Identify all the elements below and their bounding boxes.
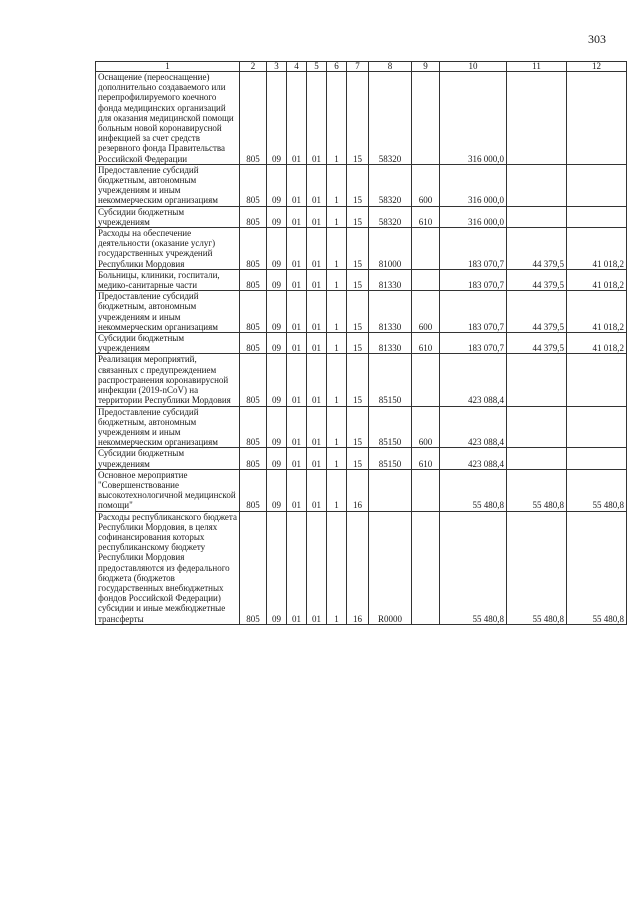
table-row [96,72,627,165]
code-event: 15 [347,269,369,290]
code-subprogram: 1 [327,72,347,165]
code-direction [369,469,412,511]
amount-col12 [567,164,627,206]
code-expense-type [412,469,440,511]
code-event: 15 [347,354,369,406]
col-header: 5 [307,62,327,72]
table-row [96,269,627,290]
code-subprogram: 1 [327,354,347,406]
code-section: 09 [267,333,287,354]
code-direction: 81330 [369,333,412,354]
amount-col11: 55 480,8 [507,511,567,624]
code-section: 09 [267,291,287,333]
code-ministry: 805 [240,333,267,354]
code-program: 01 [307,333,327,354]
table-row [96,469,627,511]
code-subprogram: 1 [327,406,347,448]
code-ministry: 805 [240,206,267,227]
row-description: Предоставление субсидий бюджетным, автономным учреждениям и иным некоммерческим организациям [96,164,240,206]
col-header: 4 [287,62,307,72]
code-subsection: 01 [287,333,307,354]
amount-col12: 41 018,2 [567,269,627,290]
budget-table [95,61,627,625]
code-section: 09 [267,511,287,624]
col-header: 7 [347,62,369,72]
code-subsection: 01 [287,469,307,511]
code-program: 01 [307,291,327,333]
code-subprogram: 1 [327,333,347,354]
code-ministry: 805 [240,164,267,206]
code-subprogram: 1 [327,228,347,270]
table-row [96,291,627,333]
col-header: 2 [240,62,267,72]
amount-col10: 423 088,4 [440,406,507,448]
code-event: 16 [347,469,369,511]
amount-col12: 41 018,2 [567,333,627,354]
code-event: 15 [347,72,369,165]
col-header: 6 [327,62,347,72]
row-description: Больницы, клиники, госпитали, медико-санитарные части [96,269,240,290]
code-subprogram: 1 [327,291,347,333]
amount-col10: 55 480,8 [440,511,507,624]
table-row [96,228,627,270]
col-header: 8 [369,62,412,72]
code-event: 15 [347,406,369,448]
amount-col10: 55 480,8 [440,469,507,511]
code-section: 09 [267,354,287,406]
code-ministry: 805 [240,291,267,333]
code-expense-type: 610 [412,206,440,227]
row-description: Расходы на обеспечение деятельности (оказание услуг) государственных учреждений Республики Мордовия [96,228,240,270]
page-number: 303 [588,32,606,46]
code-direction: 85150 [369,354,412,406]
code-program: 01 [307,469,327,511]
code-subprogram: 1 [327,448,347,469]
code-expense-type: 600 [412,164,440,206]
code-event: 15 [347,448,369,469]
code-subprogram: 1 [327,511,347,624]
code-subprogram: 1 [327,269,347,290]
code-event: 15 [347,333,369,354]
code-subsection: 01 [287,206,307,227]
code-program: 01 [307,511,327,624]
code-program: 01 [307,228,327,270]
code-ministry: 805 [240,511,267,624]
code-subsection: 01 [287,354,307,406]
code-program: 01 [307,164,327,206]
col-header: 1 [96,62,240,72]
code-direction: 81330 [369,291,412,333]
code-ministry: 805 [240,72,267,165]
code-ministry: 805 [240,448,267,469]
code-subsection: 01 [287,164,307,206]
code-ministry: 805 [240,269,267,290]
amount-col12 [567,406,627,448]
amount-col10: 183 070,7 [440,269,507,290]
code-subsection: 01 [287,72,307,165]
code-direction: 58320 [369,164,412,206]
col-header: 12 [567,62,627,72]
row-description: Основное мероприятие "Совершенствование высокотехнологичной медицинской помощи" [96,469,240,511]
code-event: 15 [347,164,369,206]
code-ministry: 805 [240,406,267,448]
row-description: Предоставление субсидий бюджетным, автономным учреждениям и иным некоммерческим организациям [96,291,240,333]
amount-col11: 44 379,5 [507,291,567,333]
code-expense-type [412,511,440,624]
code-expense-type [412,269,440,290]
amount-col11 [507,206,567,227]
code-section: 09 [267,406,287,448]
code-event: 16 [347,511,369,624]
code-subprogram: 1 [327,469,347,511]
col-header: 11 [507,62,567,72]
code-section: 09 [267,72,287,165]
amount-col10: 183 070,7 [440,291,507,333]
amount-col12: 55 480,8 [567,511,627,624]
amount-col11 [507,448,567,469]
amount-col10: 316 000,0 [440,164,507,206]
code-section: 09 [267,269,287,290]
code-expense-type: 610 [412,448,440,469]
code-ministry: 805 [240,354,267,406]
code-subsection: 01 [287,291,307,333]
code-ministry: 805 [240,469,267,511]
row-description: Субсидии бюджетным учреждениям [96,448,240,469]
code-subsection: 01 [287,406,307,448]
code-expense-type [412,354,440,406]
code-event: 15 [347,228,369,270]
code-direction: 85150 [369,406,412,448]
amount-col11: 44 379,5 [507,269,567,290]
table-row [96,164,627,206]
row-description: Расходы республиканского бюджета Республики Мордовия, в целях софинансирования которых республиканскому бюджету Республики Мордовия предоставляются из федерального бюджета (бюджетов государственных внебюджетных фондов Российской Федерации) субсидии и иные межбюджетные трансферты [96,511,240,624]
code-section: 09 [267,206,287,227]
code-subsection: 01 [287,448,307,469]
amount-col11: 44 379,5 [507,333,567,354]
code-subsection: 01 [287,511,307,624]
row-description: Реализация мероприятий, связанных с предупреждением распространения коронавирусной инфекции (2019-nCoV) на территории Республики Мордовия [96,354,240,406]
amount-col10: 316 000,0 [440,206,507,227]
amount-col12 [567,72,627,165]
row-description: Оснащение (переоснащение) дополнительно создаваемого или перепрофилируемого коечного фонда медицинских организаций для оказания медицинской помощи больным новой коронавирусной инфекцией за счет средств резервного фонда Правительства Российской Федерации [96,72,240,165]
amount-col11: 55 480,8 [507,469,567,511]
amount-col12 [567,206,627,227]
code-section: 09 [267,469,287,511]
code-subsection: 01 [287,269,307,290]
table-row [96,511,627,624]
code-expense-type [412,228,440,270]
code-direction: 85150 [369,448,412,469]
code-event: 15 [347,291,369,333]
amount-col12 [567,448,627,469]
table-row [96,448,627,469]
code-expense-type [412,72,440,165]
row-description: Субсидии бюджетным учреждениям [96,206,240,227]
code-ministry: 805 [240,228,267,270]
amount-col10: 183 070,7 [440,333,507,354]
amount-col12: 55 480,8 [567,469,627,511]
code-subprogram: 1 [327,164,347,206]
code-event: 15 [347,206,369,227]
code-expense-type: 600 [412,291,440,333]
code-direction: 81000 [369,228,412,270]
amount-col12: 41 018,2 [567,291,627,333]
code-direction: 81330 [369,269,412,290]
table-row [96,406,627,448]
code-program: 01 [307,448,327,469]
col-header: 9 [412,62,440,72]
code-subsection: 01 [287,228,307,270]
code-program: 01 [307,406,327,448]
amount-col12 [567,354,627,406]
amount-col10: 423 088,4 [440,448,507,469]
amount-col11: 44 379,5 [507,228,567,270]
table-row [96,333,627,354]
amount-col11 [507,164,567,206]
code-expense-type: 600 [412,406,440,448]
row-description: Предоставление субсидий бюджетным, автономным учреждениям и иным некоммерческим организациям [96,406,240,448]
amount-col11 [507,72,567,165]
code-program: 01 [307,72,327,165]
table-row [96,206,627,227]
amount-col10: 183 070,7 [440,228,507,270]
code-program: 01 [307,354,327,406]
amount-col10: 423 088,4 [440,354,507,406]
code-direction: R0000 [369,511,412,624]
code-program: 01 [307,206,327,227]
code-section: 09 [267,228,287,270]
code-expense-type: 610 [412,333,440,354]
code-subprogram: 1 [327,206,347,227]
amount-col11 [507,354,567,406]
code-section: 09 [267,164,287,206]
table-header-row [96,62,627,72]
code-direction: 58320 [369,72,412,165]
row-description: Субсидии бюджетным учреждениям [96,333,240,354]
code-program: 01 [307,269,327,290]
col-header: 3 [267,62,287,72]
code-direction: 58320 [369,206,412,227]
amount-col11 [507,406,567,448]
col-header: 10 [440,62,507,72]
amount-col12: 41 018,2 [567,228,627,270]
amount-col10: 316 000,0 [440,72,507,165]
table-row [96,354,627,406]
code-section: 09 [267,448,287,469]
